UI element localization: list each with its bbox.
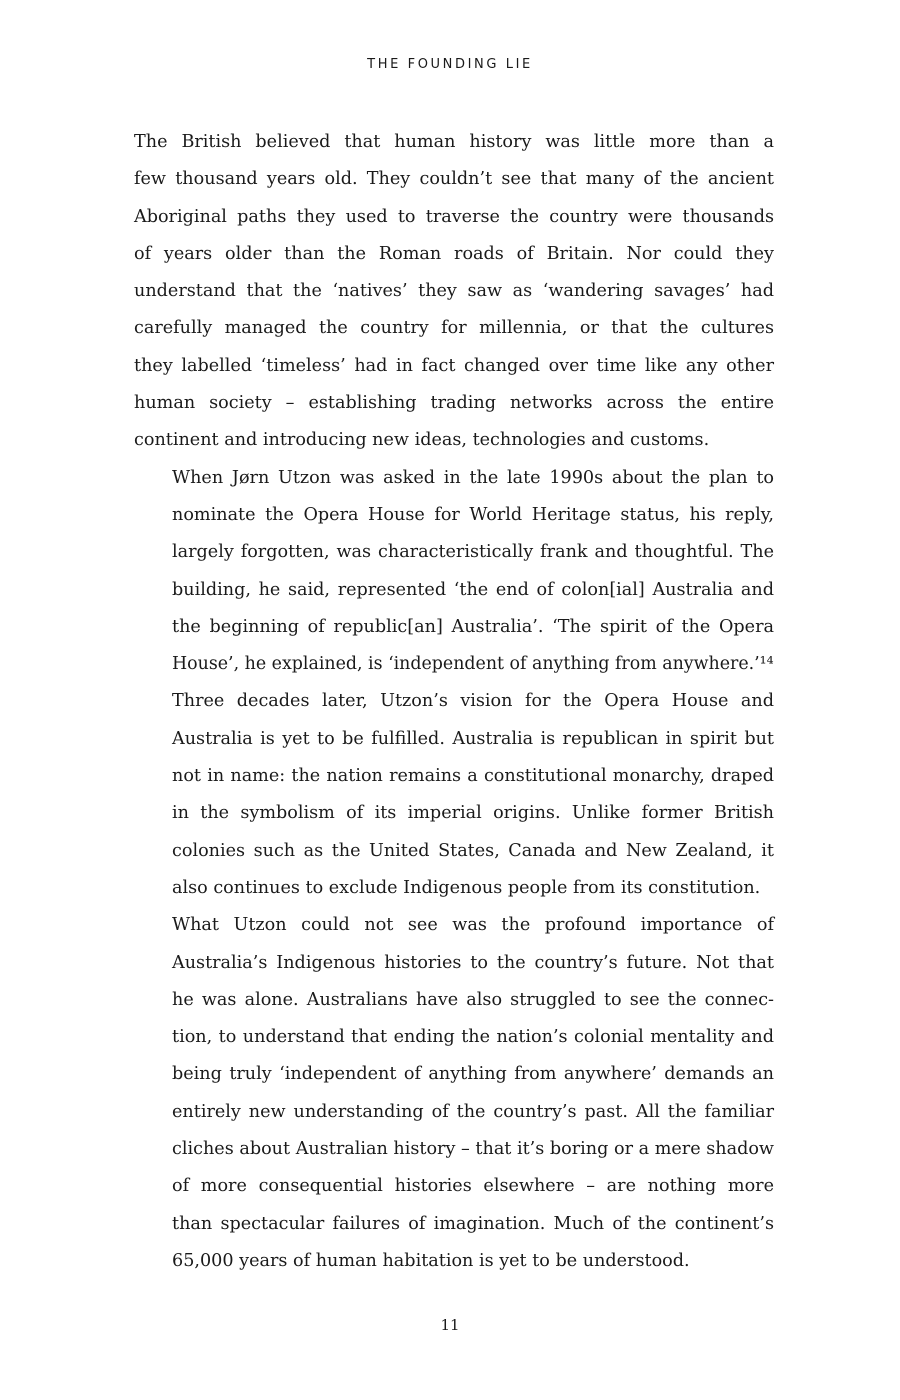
text-line: human society – establishing trading networks across the entire — [134, 393, 774, 414]
body-text — [134, 124, 774, 1280]
text-line: few thousand years old. They couldn’t see that many of the ancient — [134, 169, 774, 190]
text-line: Australia’s Indigenous histories to the country’s future. Not that — [172, 952, 774, 973]
text-line: colonies such as the United States, Canada and New Zealand, it — [172, 840, 774, 861]
text-line: carefully managed the country for millennia, or that the cultures — [134, 318, 774, 339]
text-line: not in name: the nation remains a constitutional monarchy, draped — [172, 766, 774, 787]
text-line: building, he said, represented ‘the end of colon[ial] Australia and — [172, 579, 774, 600]
text-line: Aboriginal paths they used to traverse the country were thousands — [134, 206, 774, 227]
text-line: Three decades later, Utzon’s vision for the Opera House and — [172, 691, 774, 712]
text-line: continent and introducing new ideas, technologies and customs. — [134, 430, 710, 451]
running-head: THE FOUNDING LIE — [367, 57, 533, 72]
text-line: The British believed that human history was little more than a — [134, 132, 774, 152]
text-line: also continues to exclude Indigenous people from its constitution. — [172, 877, 761, 898]
text-line: in the symbolism of its imperial origins. Unlike former British — [172, 803, 774, 824]
text-line: entirely new understanding of the country’s past. All the familiar — [172, 1101, 774, 1122]
text-line: House’, he explained, is ‘independent of anything from anywhere.’¹⁴ — [172, 654, 774, 675]
page-number: 11 — [440, 1316, 460, 1334]
text-line: When Jørn Utzon was asked in the late 1990s about the plan to — [172, 467, 774, 488]
text-line: 65,000 years of human habitation is yet to be understood. — [172, 1250, 690, 1271]
text-line: Australia is yet to be fulfilled. Australia is republican in spirit but — [172, 728, 774, 749]
text-line: being truly ‘independent of anything from anywhere’ demands an — [172, 1064, 774, 1085]
text-line: than spectacular failures of imagination. Much of the continent’s — [172, 1213, 774, 1234]
text-line: cliches about Australian history – that it’s boring or a mere shadow — [172, 1139, 774, 1160]
text-line: he was alone. Australians have also struggled to see the connec- — [172, 989, 774, 1010]
text-line: tion, to understand that ending the nation’s colonial mentality and — [172, 1027, 774, 1048]
paragraph-3 — [134, 683, 774, 907]
text-line: they labelled ‘timeless’ had in fact changed over time like any other — [134, 355, 774, 376]
text-line: the beginning of republic[an] Australia’. ‘The spirit of the Opera — [172, 616, 774, 637]
text-line: largely forgotten, was characteristically frank and thoughtful. The — [172, 542, 774, 563]
paragraph-1 — [134, 124, 774, 460]
text-line: What Utzon could not see was the profound importance of — [172, 915, 774, 936]
text-line: of years older than the Roman roads of Britain. Nor could they — [134, 243, 774, 264]
paragraph-4 — [134, 907, 774, 1280]
text-line: understand that the ‘natives’ they saw as ‘wandering savages’ had — [134, 281, 774, 302]
text-line: of more consequential histories elsewhere – are nothing more — [172, 1176, 774, 1197]
text-line: nominate the Opera House for World Heritage status, his reply, — [172, 504, 774, 525]
paragraph-2 — [134, 460, 774, 684]
